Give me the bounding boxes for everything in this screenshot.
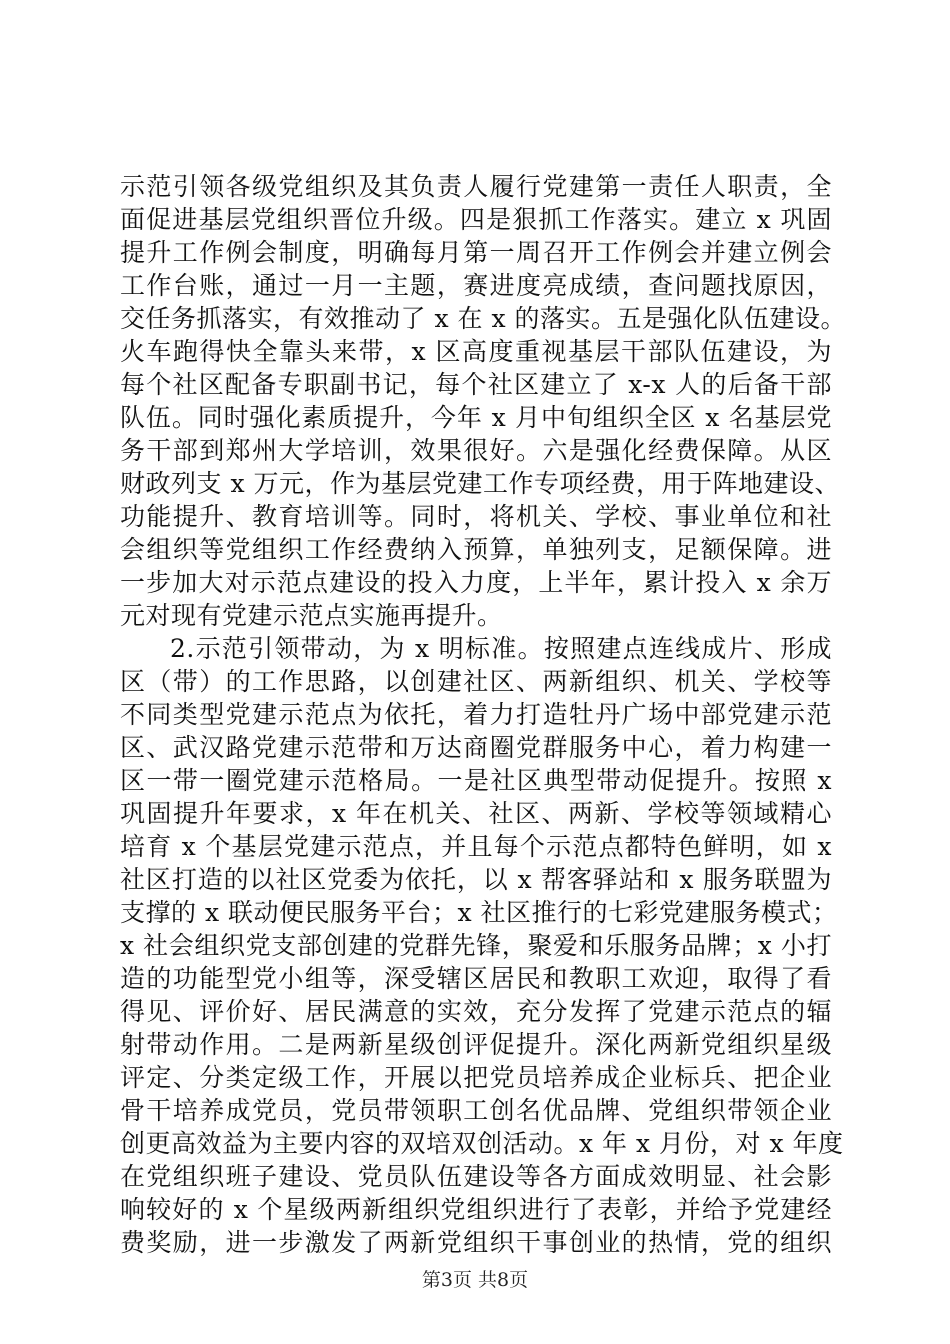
text-line: 面促进基层党组织晋位升级。四是狠抓工作落实。建立 x 巩固 [120, 205, 832, 234]
text-line: 射带动作用。二是两新星级创评促提升。深化两新党组织星级 [120, 1030, 832, 1059]
text-line: 务干部到郑州大学培训，效果很好。六是强化经费保障。从区 [120, 436, 832, 465]
paragraph-start-line: 2.示范引领带动，为 x 明标准。按照建点连线成片、形成 [170, 634, 832, 663]
text-line: 每个社区配备专职副书记，每个社区建立了 x-x 人的后备干部 [120, 370, 832, 399]
text-line: 培育 x 个基层党建示范点，并且每个示范点都特色鲜明，如 x [120, 832, 832, 861]
text-line: 交任务抓落实，有效推动了 x 在 x 的落实。五是强化队伍建设。 [120, 304, 846, 333]
text-line: 区、武汉路党建示范带和万达商圈党群服务中心，着力构建一 [120, 733, 832, 762]
text-line: 示范引领各级党组织及其负责人履行党建第一责任人职责，全 [120, 172, 832, 201]
text-line: 响较好的 x 个星级两新组织党组织进行了表彰，并给予党建经 [120, 1195, 832, 1224]
text-line: 财政列支 x 万元，作为基层党建工作专项经费，用于阵地建设、 [120, 469, 840, 498]
text-line: 社区打造的以社区党委为依托，以 x 帮客驿站和 x 服务联盟为 [120, 865, 832, 894]
text-line: 巩固提升年要求，x 年在机关、社区、两新、学校等领域精心 [120, 799, 832, 828]
text-line: 区一带一圈党建示范格局。一是社区典型带动促提升。按照 x [120, 766, 832, 795]
page-number-footer: 第3页 共8页 [421, 1269, 529, 1291]
text-line: 区（带）的工作思路，以创建社区、两新组织、机关、学校等 [120, 667, 832, 696]
text-line: 骨干培养成党员，党员带领职工创名优品牌、党组织带领企业 [120, 1096, 832, 1125]
text-line: 会组织等党组织工作经费纳入预算，单独列支，足额保障。进 [120, 535, 832, 564]
text-line: 造的功能型党小组等，深受辖区居民和教职工欢迎，取得了看 [120, 964, 832, 993]
text-line: 支撑的 x 联动便民服务平台；x 社区推行的七彩党建服务模式； [120, 898, 838, 927]
text-line: 得见、评价好、居民满意的实效，充分发挥了党建示范点的辐 [120, 997, 832, 1026]
text-line: 一步加大对示范点建设的投入力度，上半年，累计投入 x 余万 [120, 568, 832, 597]
text-line: x 社会组织党支部创建的党群先锋，聚爱和乐服务品牌；x 小打 [120, 931, 832, 960]
text-line: 费奖励，进一步激发了两新党组织干事创业的热情，党的组织 [120, 1228, 832, 1257]
text-line: 评定、分类定级工作，开展以把党员培养成企业标兵、把企业 [120, 1063, 832, 1092]
text-line: 创更高效益为主要内容的双培双创活动。x 年 x 月份，对 x 年度 [120, 1129, 844, 1158]
text-line: 不同类型党建示范点为依托，着力打造牡丹广场中部党建示范 [120, 700, 832, 729]
text-line: 功能提升、教育培训等。同时，将机关、学校、事业单位和社 [120, 502, 832, 531]
text-line: 队伍。同时强化素质提升，今年 x 月中旬组织全区 x 名基层党 [120, 403, 832, 432]
text-line: 提升工作例会制度，明确每月第一周召开工作例会并建立例会 [120, 238, 832, 267]
body-text [120, 170, 846, 1259]
text-line: 火车跑得快全靠头来带，x 区高度重视基层干部队伍建设，为 [120, 337, 832, 366]
text-line: 在党组织班子建设、党员队伍建设等各方面成效明显、社会影 [120, 1162, 832, 1191]
paragraph-end-line: 元对现有党建示范点实施再提升。 [120, 601, 503, 630]
text-line: 工作台账，通过一月一主题，赛进度亮成绩，查问题找原因， [120, 271, 832, 300]
